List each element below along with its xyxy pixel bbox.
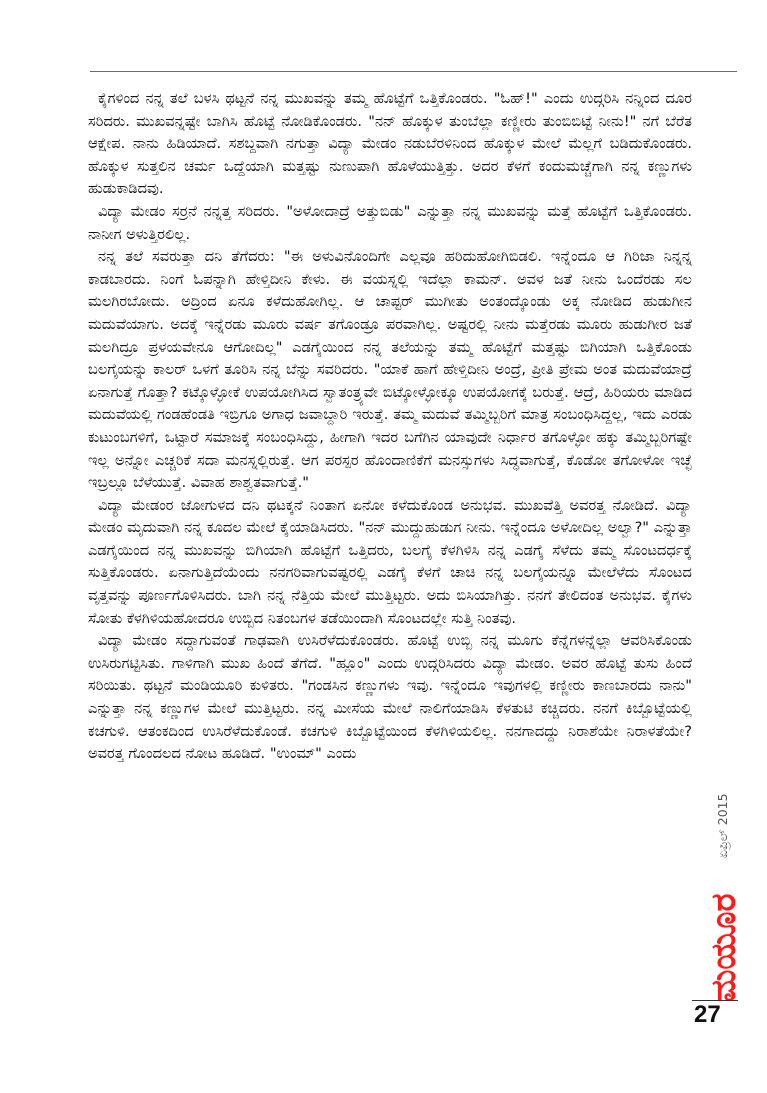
article-body <box>88 88 692 766</box>
paragraph-1: ಕೈಗಳಿಂದ ನನ್ನ ತಲೆ ಬಳಸಿ ಥಟ್ಟನೆ ನನ್ನ ಮುಖವನ್ನು ತಮ್ಮ ಹೊಟ್ಟೆಗೆ ಒತ್ತಿಕೊಂಡರು. "ಓಹ್!" ಎಂದು ಉದ್ಗರಿಸಿ ನನ್ನಿಂದ ದೂರ ಸರಿದರು. ಮುಖವನ್ನಷ್ಟೇ ಬಾಗಿಸಿ ಹೊಟ್ಟೆ ನೋಡಿಕೊಂಡರು. "ನನ್ ಹೊಕ್ಕುಳ ತುಂಬೆಲ್ಲಾ ಕಣ್ಣೀರು ತುಂಬಿಬಿಟ್ಟೆ ನೀನು!" ನಗೆ ಬೆರೆತ ಆಕ್ಷೇಪ. ನಾನು ಹಿಡಿಯಾದೆ. ಸಶಬ್ದವಾಗಿ ನಗುತ್ತಾ ವಿದ್ಯಾ ಮೇಡಂ ನಡುಬೆರಳಿನಿಂದ ಹೊಕ್ಕುಳ ಮೇಲೆ ಮೆಲ್ಲಗೆ ಬಡಿದುಕೊಂಡರು. ಹೊಕ್ಕುಳ ಸುತ್ತಲಿನ ಚರ್ಮ ಒದ್ದೆಯಾಗಿ ಮತ್ತಷ್ಟು ನುಣುಪಾಗಿ ಹೊಳೆಯುತ್ತಿತ್ತು. ಅದರ ಕೆಳಗೆ ಕಂದುಮಚ್ಚೆಗಾಗಿ ನನ್ನ ಕಣ್ಣುಗಳು ಹುಡುಕಾಡಿದವು. <box>88 90 692 198</box>
paragraph-2: ವಿದ್ಯಾ ಮೇಡಂ ಸರ್ರನೆ ನನ್ನತ್ತ ಸರಿದರು. "ಅಳೋದಾದ್ರೆ ಅತ್ತುಬಿಡು" ಎನ್ನುತ್ತಾ ನನ್ನ ಮುಖವನ್ನು ಮತ್ತೆ ಹೊಟ್ಟೆಗೆ ಒತ್ತಿಕೊಂಡರು. ನಾನೀಗ ಅಳುತ್ತಿರಲಿಲ್ಲ. <box>88 202 692 243</box>
page-number: 27 <box>694 1001 721 1028</box>
paragraph-4: ವಿದ್ಯಾ ಮೇಡಂರ ಜೋಗುಳದ ದನಿ ಥಟಕ್ಕನೆ ನಿಂತಾಗ ಏನೋ ಕಳೆದುಕೊಂಡ ಅನುಭವ. ಮುಖವೆತ್ತಿ ಅವರತ್ತ ನೋಡಿದೆ. ವಿದ್ಯಾ ಮೇಡಂ ಮೃದುವಾಗಿ ನನ್ನ ಕೂದಲ ಮೇಲೆ ಕೈಯಾಡಿಸಿದರು. "ನನ್ ಮುದ್ದುಹುಡುಗ ನೀನು. ಇನ್ನೆಂದೂ ಅಳೋದಿಲ್ಲ ಅಲ್ವಾ?" ಎನ್ನುತ್ತಾ ಎಡಗೈಯಿಂದ ನನ್ನ ಮುಖವನ್ನು ಬಿಗಿಯಾಗಿ ಹೊಟ್ಟೆಗೆ ಒತ್ತಿದರು, ಬಲಗೈ ಕೆಳಗಿಳಿಸಿ ನನ್ನ ಎಡಗೈ ಸೆಳೆದು ತಮ್ಮ ಸೊಂಟದರ್ಧಕ್ಕೆ ಸುತ್ತಿಕೊಂಡರು. ಏನಾಗುತ್ತಿದೆಯೆಂದು ನನಗರಿವಾಗುವಷ್ಟರಲ್ಲಿ ಎಡಗೈ ಕೆಳಗೆ ಚಾಚಿ ನನ್ನ ಬಲಗೈಯನ್ನೂ ಮೇಲೆಳೆದು ಸೊಂಟದ ವೃತ್ತವನ್ನು ಪೂರ್ಣಗೊಳಿಸಿದರು. ಬಾಗಿ ನನ್ನ ನೆತ್ತಿಯ ಮೇಲೆ ಮುತ್ತಿಟ್ಟರು. ಅದು ಬಿಸಿಯಾಗಿತ್ತು. ನನಗೆ ತೇಲಿದಂತ ಅನುಭವ. ಕೈಗಳು ಸೋತು ಕೆಳಗಿಳಿಯಹೋದರೂ ಉಬ್ಬಿದ ನಿತಂಬಗಳ ತಡೆಯಿಂದಾಗಿ ಸೊಂಟದಲ್ಲೇ ಸುತ್ತಿ ನಿಂತವು. <box>88 496 692 627</box>
paragraph-3: ನನ್ನ ತಲೆ ಸವರುತ್ತಾ ದನಿ ತೆಗೆದರು: "ಈ ಅಳುವಿನೊಂದಿಗೇ ಎಲ್ಲವೂ ಹರಿದುಹೋಗಿಬಿಡಲಿ. ಇನ್ನೆಂದೂ ಆ ಗಿರಿಜಾ ನಿನ್ನನ್ನ ಕಾಡಬಾರದು. ನಿಂಗೆ ಓಪನ್ನಾಗಿ ಹೇಳ್ತಿದೀನಿ ಕೇಳು. ಈ ವಯಸ್ನಲ್ಲಿ ಇದೆಲ್ಲಾ ಕಾಮನ್. ಅವಳ ಜತೆ ನೀನು ಒಂದೆರಡು ಸಲ ಮಲಗಿರಬೋದು. ಅದ್ರಿಂದ ಏನೂ ಕಳೆದುಹೋಗಿಲ್ಲ. ಆ ಚಾಪ್ಟರ್ ಮುಗೀತು ಅಂತಂದ್ಕೊಂಡು ಅಕ್ಕ ನೋಡಿದ ಹುಡುಗೀನ ಮದುವೆಯಾಗು. ಅದಕ್ಕೆ ಇನ್ನೆರಡು ಮೂರು ವರ್ಷ ತಗೊಂಡ್ರೂ ಪರವಾಗಿಲ್ಲ. ಅಷ್ಟರಲ್ಲಿ ನೀನು ಮತ್ತೆರಡು ಮೂರು ಹುಡುಗೀರ ಜತೆ ಮಲಗಿದ್ರೂ ಪ್ರಳಯವೇನೂ ಆಗೋದಿಲ್ಲ" ಎಡಗೈಯಿಂದ ನನ್ನ ತಲೆಯನ್ನು ತಮ್ಮ ಹೊಟ್ಟೆಗೆ ಮತ್ತಷ್ಟು ಬಿಗಿಯಾಗಿ ಒತ್ತಿಕೊಂಡು ಬಲಗೈಯನ್ನು ಕಾಲರ್ ಒಳಗೆ ತೂರಿಸಿ ನನ್ನ ಬೆನ್ನು ಸವರಿದರು. "ಯಾಕೆ ಹಾಗೆ ಹೇಳ್ತಿದೀನಿ ಅಂದ್ರೆ, ಪ್ರೀತಿ ಪ್ರೇಮ ಅಂತ ಮದುವೆಯಾದ್ರೆ ಏನಾಗುತ್ತೆ ಗೊತ್ತಾ? ಕಟ್ಕೊಳ್ಳೋಕೆ ಉಪಯೋಗಿಸಿದ ಸ್ವಾತಂತ್ರ್ಯವೇ ಬಿಟ್ಕೋಳ್ಳೋಕ್ಕೂ ಉಪಯೋಗಕ್ಕೆ ಬರುತ್ತೆ. ಆದ್ರೆ, ಹಿರಿಯರು ಮಾಡಿದ ಮದುವೆಯಲ್ಲಿ ಗಂಡಹೆಂಡತಿ ಇಬ್ರಿಗೂ ಅಗಾಧ ಜವಾಬ್ದಾರಿ ಇರುತ್ತೆ. ತಮ್ಮ ಮದುವೆ ತಮ್ಮಿಬ್ಬರಿಗೆ ಮಾತ್ರ ಸಂಬಂಧಿಸಿದ್ದಲ್ಲ, ಇದು ಎರಡು ಕುಟುಂಬಗಳಿಗೆ, ಒಟ್ಟಾರೆ ಸಮಾಜಕ್ಕೆ ಸಂಬಂಧಿಸಿದ್ದು, ಹೀಗಾಗಿ ಇದರ ಬಗೆಗಿನ ಯಾವುದೇ ನಿರ್ಧಾರ ತಗೊಳ್ಳೋ ಹಕ್ಕು ತಮ್ಮಿಬ್ಬರಿಗಷ್ಟೇ ಇಲ್ಲ ಅನ್ನೋ ಎಚ್ಚರಿಕೆ ಸದಾ ಮನಸ್ನಲ್ಲಿರುತ್ತೆ. ಆಗ ಪರಸ್ಪರ ಹೊಂದಾಣಿಕೆಗೆ ಮನಸ್ಸುಗಳು ಸಿದ್ಧವಾಗುತ್ತೆ, ಕೊಡೋ ತಗೋಳೋ ಇಚ್ಛೆ ಇಬ್ರಲ್ಲೂ ಬೆಳೆಯುತ್ತೆ. ವಿವಾಹ ಶಾಶ್ವತವಾಗುತ್ತೆ." <box>88 248 692 492</box>
issue-date: ಏಪ್ರಿಲ್ 2015 <box>715 793 730 858</box>
magazine-name: ಮಯೂರ <box>704 893 744 1002</box>
paragraph-5: ವಿದ್ಯಾ ಮೇಡಂ ಸದ್ದಾಗುವಂತೆ ಗಾಢವಾಗಿ ಉಸಿರೆಳೆದುಕೊಂಡರು. ಹೊಟ್ಟೆ ಉಬ್ಬಿ ನನ್ನ ಮೂಗು ಕೆನ್ನೆಗಳನ್ನೆಲ್ಲಾ ಆವರಿಸಿಕೊಂಡು ಉಸಿರುಗಟ್ಟಿಸಿತು. ಗಾಳಿಗಾಗಿ ಮುಖ ಹಿಂದೆ ತೆಗೆದೆ. "ಹ್ಲೂಂ" ಎಂದು ಉದ್ಗರಿಸಿದರು ವಿದ್ಯಾ ಮೇಡಂ. ಅವರ ಹೊಟ್ಟೆ ತುಸು ಹಿಂದೆ ಸರಿಯಿತು. ಥಟ್ಟನೆ ಮಂಡಿಯೂರಿ ಕುಳಿತರು. "ಗಂಡಸಿನ ಕಣ್ಣುಗಳು ಇವು. ಇನ್ನೆಂದೂ ಇವುಗಳಲ್ಲಿ ಕಣ್ಣೀರು ಕಾಣಬಾರದು ನಾನು" ಎನ್ನುತ್ತಾ ನನ್ನ ಕಣ್ಣುಗಳ ಮೇಲೆ ಮುತ್ತಿಟ್ಟರು. ನನ್ನ ಮೀಸೆಯ ಮೇಲೆ ನಾಲಿಗೆಯಾಡಿಸಿ ಕೆಳತುಟಿ ಕಚ್ಚಿದರು. ನನಗೆ ಕಿಬ್ಬೊಟ್ಟೆಯಲ್ಲಿ ಕಚಗುಳಿ. ಆತಂಕದಿಂದ ಉಸಿರೆಳೆದುಕೊಂಡೆ. ಕಚಗುಳಿ ಕಿಬ್ಬೊಟ್ಟೆಯಿಂದ ಕೆಳಗಿಳಿಯಲಿಲ್ಲ. ನನಗಾದದ್ದು ನಿರಾಶೆಯೇ ನಿರಾಳತೆಯೇ? ಅವರತ್ತ ಗೊಂದಲದ ನೋಟ ಹೂಡಿದೆ. "ಉಂಮ್" ಎಂದು <box>88 632 692 763</box>
top-rule <box>90 71 737 72</box>
